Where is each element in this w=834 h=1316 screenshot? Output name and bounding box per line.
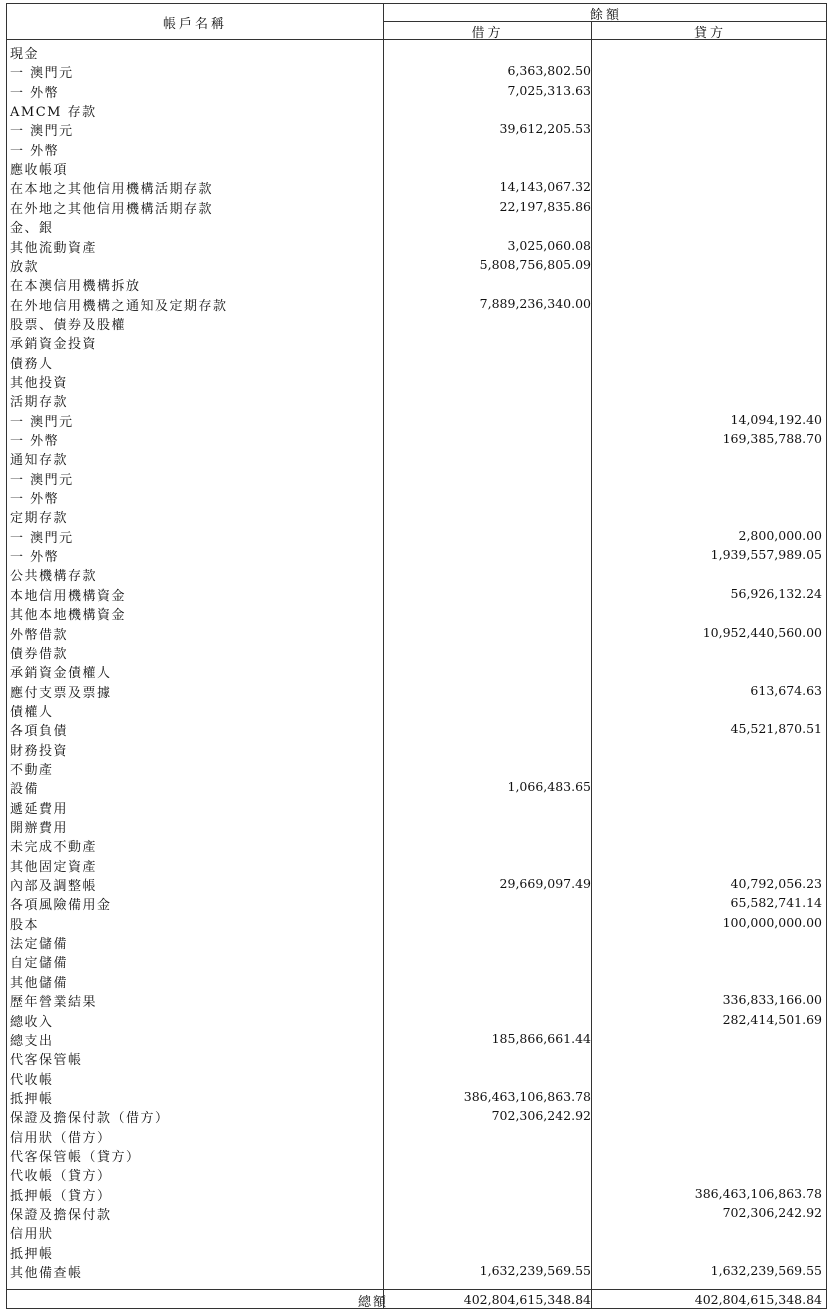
account-name: 代收帳（貸方） bbox=[10, 1169, 112, 1185]
account-name: 總支出 bbox=[10, 1033, 54, 1049]
table-row bbox=[7, 313, 826, 332]
account-name: 債務人 bbox=[10, 356, 54, 372]
debit-amount: 1,066,483.65 bbox=[507, 779, 591, 795]
table-row bbox=[7, 932, 826, 951]
table-row bbox=[7, 81, 826, 100]
account-name: 債券借款 bbox=[10, 646, 69, 662]
trial-balance-table bbox=[6, 3, 827, 1309]
account-name: 總收入 bbox=[10, 1014, 54, 1030]
account-name: 債權人 bbox=[10, 704, 54, 720]
table-row bbox=[7, 1048, 826, 1067]
table-row bbox=[7, 42, 826, 61]
debit-amount: 39,612,205.53 bbox=[499, 121, 591, 137]
table-row bbox=[7, 61, 826, 80]
credit-header: 貸方 bbox=[693, 26, 726, 41]
table-row bbox=[7, 274, 826, 293]
total-debit: 402,804,615,348.84 bbox=[463, 1292, 591, 1307]
account-name: 放款 bbox=[10, 259, 40, 275]
account-name: 代客保管帳（貸方） bbox=[10, 1149, 141, 1165]
account-name: 設備 bbox=[10, 782, 40, 798]
account-name: 其他投資 bbox=[10, 375, 69, 391]
table-row bbox=[7, 255, 826, 274]
account-name: 一 澳門元 bbox=[10, 124, 74, 140]
account-name: 股本 bbox=[10, 917, 40, 933]
debit-amount: 29,669,097.49 bbox=[499, 876, 591, 892]
table-row bbox=[7, 1203, 826, 1222]
account-name: 在外地之其他信用機構活期存款 bbox=[10, 201, 214, 217]
total-label: 總額 bbox=[358, 1295, 389, 1310]
credit-amount: 1,939,557,989.05 bbox=[710, 547, 822, 563]
table-row bbox=[7, 429, 826, 448]
account-name: 一 澳門元 bbox=[10, 472, 74, 488]
table-row bbox=[7, 681, 826, 700]
account-name: 各項風險備用金 bbox=[10, 898, 112, 914]
account-name: 財務投資 bbox=[10, 743, 69, 759]
account-name: 活期存款 bbox=[10, 395, 69, 411]
table-row bbox=[7, 913, 826, 932]
account-name: 其他固定資產 bbox=[10, 859, 98, 875]
table-row bbox=[7, 874, 826, 893]
credit-amount: 65,582,741.14 bbox=[730, 895, 822, 911]
account-name: 在本地之其他信用機構活期存款 bbox=[10, 182, 214, 198]
table-row bbox=[7, 390, 826, 409]
account-name: 代客保管帳 bbox=[10, 1053, 83, 1069]
table-row bbox=[7, 816, 826, 835]
table-row bbox=[7, 739, 826, 758]
account-name: 外幣借款 bbox=[10, 627, 69, 643]
account-name: 各項負債 bbox=[10, 724, 69, 740]
table-row bbox=[7, 216, 826, 235]
table-row bbox=[7, 158, 826, 177]
table-row bbox=[7, 1106, 826, 1125]
table-row bbox=[7, 951, 826, 970]
account-name: 遞延費用 bbox=[10, 801, 69, 817]
table-row bbox=[7, 1242, 826, 1261]
total-row-border bbox=[7, 1289, 826, 1290]
table-row bbox=[7, 1126, 826, 1145]
debit-amount: 5,808,756,805.09 bbox=[479, 256, 591, 272]
debit-amount: 185,866,661.44 bbox=[491, 1030, 591, 1046]
table-row bbox=[7, 855, 826, 874]
account-name: 應付支票及票據 bbox=[10, 685, 112, 701]
account-name: 在本澳信用機構拆放 bbox=[10, 279, 141, 295]
table-row bbox=[7, 294, 826, 313]
table-row bbox=[7, 1261, 826, 1280]
table-row bbox=[7, 835, 826, 854]
table-row bbox=[7, 661, 826, 680]
account-name: 金、銀 bbox=[10, 221, 54, 237]
table-row bbox=[7, 1145, 826, 1164]
table-row bbox=[7, 139, 826, 158]
table-row bbox=[7, 719, 826, 738]
account-name: 定期存款 bbox=[10, 511, 69, 527]
account-name: 公共機構存款 bbox=[10, 569, 98, 585]
account-name: 一 外幣 bbox=[10, 492, 60, 508]
account-name: 開辦費用 bbox=[10, 821, 69, 836]
account-name: 未完成不動產 bbox=[10, 840, 98, 856]
table-row bbox=[7, 990, 826, 1009]
table-row bbox=[7, 545, 826, 564]
debit-amount: 14,143,067.32 bbox=[499, 179, 591, 195]
account-name: 自定儲備 bbox=[10, 956, 69, 972]
account-name: 歷年營業結果 bbox=[10, 995, 98, 1011]
account-name: 股票、債券及股權 bbox=[10, 317, 127, 333]
table-row bbox=[7, 506, 826, 525]
credit-amount: 10,952,440,560.00 bbox=[702, 624, 822, 640]
account-name: 現金 bbox=[10, 47, 40, 62]
account-name: 保證及擔保付款 bbox=[10, 1208, 112, 1223]
table-row bbox=[7, 603, 826, 622]
account-name: 一 外幣 bbox=[10, 550, 60, 566]
account-name: 本地信用機構資金 bbox=[10, 588, 127, 604]
table-row bbox=[7, 642, 826, 661]
account-name: 代收帳 bbox=[10, 1072, 54, 1088]
table-row bbox=[7, 1029, 826, 1048]
debit-amount: 386,463,106,863.78 bbox=[463, 1088, 591, 1104]
credit-amount: 169,385,788.70 bbox=[722, 431, 822, 446]
credit-amount: 613,674.63 bbox=[750, 682, 822, 698]
table-row bbox=[7, 564, 826, 583]
table-row bbox=[7, 797, 826, 816]
account-name-header: 帳戶名稱 bbox=[162, 17, 227, 32]
account-name: 信用狀（借方） bbox=[10, 1130, 112, 1146]
table-row bbox=[7, 1164, 826, 1183]
debit-amount: 6,363,802.50 bbox=[507, 63, 591, 79]
account-name: 一 外幣 bbox=[10, 85, 60, 101]
account-name: 承銷資金債權人 bbox=[10, 666, 112, 682]
table-row bbox=[7, 777, 826, 796]
account-name: 一 外幣 bbox=[10, 434, 60, 449]
total-credit: 402,804,615,348.84 bbox=[694, 1292, 822, 1307]
table-row bbox=[7, 1222, 826, 1241]
table-row bbox=[7, 893, 826, 912]
debit-amount: 7,889,236,340.00 bbox=[479, 295, 591, 311]
table-row bbox=[7, 700, 826, 719]
account-name: 一 澳門元 bbox=[10, 530, 74, 546]
debit-amount: 702,306,242.92 bbox=[491, 1108, 591, 1124]
credit-amount: 282,414,501.69 bbox=[722, 1011, 822, 1027]
table-row bbox=[7, 197, 826, 216]
table-row bbox=[7, 352, 826, 371]
account-name: 一 澳門元 bbox=[10, 66, 74, 82]
account-name: 抵押帳（貸方） bbox=[10, 1188, 112, 1204]
account-name: 其他本地機構資金 bbox=[10, 608, 127, 624]
table-row bbox=[7, 236, 826, 255]
debit-amount: 22,197,835.86 bbox=[499, 198, 591, 214]
table-row bbox=[7, 468, 826, 487]
account-name: 其他儲備 bbox=[10, 975, 69, 991]
table-row bbox=[7, 584, 826, 603]
table-row bbox=[7, 100, 826, 119]
table-row bbox=[7, 448, 826, 467]
credit-amount: 56,926,132.24 bbox=[730, 585, 822, 601]
table-row bbox=[7, 526, 826, 545]
credit-amount: 45,521,870.51 bbox=[730, 721, 822, 737]
account-name: 其他備查帳 bbox=[10, 1266, 83, 1282]
table-row bbox=[7, 758, 826, 777]
account-name: 抵押帳 bbox=[10, 1091, 54, 1107]
account-name: 其他流動資產 bbox=[10, 240, 98, 256]
debit-header: 借方 bbox=[471, 26, 504, 41]
account-name: 保證及擔保付款（借方） bbox=[10, 1111, 170, 1127]
table-row bbox=[7, 371, 826, 390]
table-row bbox=[7, 1068, 826, 1087]
account-name: 應收帳項 bbox=[10, 163, 69, 179]
debit-amount: 1,632,239,569.55 bbox=[479, 1263, 591, 1279]
table-row bbox=[7, 971, 826, 990]
credit-amount: 702,306,242.92 bbox=[722, 1205, 822, 1220]
debit-amount: 7,025,313.63 bbox=[507, 82, 591, 98]
credit-amount: 14,094,192.40 bbox=[730, 411, 822, 427]
credit-amount: 1,632,239,569.55 bbox=[710, 1263, 822, 1279]
balance-header: 餘額 bbox=[589, 8, 622, 23]
account-name: 信用狀 bbox=[10, 1227, 54, 1243]
account-name: 一 外幣 bbox=[10, 143, 60, 159]
table-row bbox=[7, 623, 826, 642]
account-name: 一 澳門元 bbox=[10, 414, 74, 430]
table-row bbox=[7, 1184, 826, 1203]
credit-amount: 40,792,056.23 bbox=[730, 876, 822, 892]
table-row bbox=[7, 177, 826, 196]
table-row bbox=[7, 410, 826, 429]
credit-amount: 100,000,000.00 bbox=[722, 914, 822, 930]
debit-amount: 3,025,060.08 bbox=[507, 237, 591, 253]
account-name: 通知存款 bbox=[10, 453, 69, 469]
table-row bbox=[7, 487, 826, 506]
account-name: 法定儲備 bbox=[10, 937, 69, 953]
credit-amount: 2,800,000.00 bbox=[738, 527, 822, 543]
table-row bbox=[7, 1010, 826, 1029]
account-name: 不動產 bbox=[10, 762, 54, 778]
account-name: AMCM 存款 bbox=[10, 105, 97, 121]
account-name: 承銷資金投資 bbox=[10, 337, 98, 353]
table-row bbox=[7, 1087, 826, 1106]
account-name: 抵押帳 bbox=[10, 1246, 54, 1262]
credit-amount: 386,463,106,863.78 bbox=[694, 1185, 822, 1201]
account-name: 內部及調整帳 bbox=[10, 879, 98, 895]
table-row bbox=[7, 119, 826, 138]
table-row bbox=[7, 332, 826, 351]
account-name: 在外地信用機構之通知及定期存款 bbox=[10, 298, 228, 314]
credit-amount: 336,833,166.00 bbox=[722, 992, 822, 1008]
